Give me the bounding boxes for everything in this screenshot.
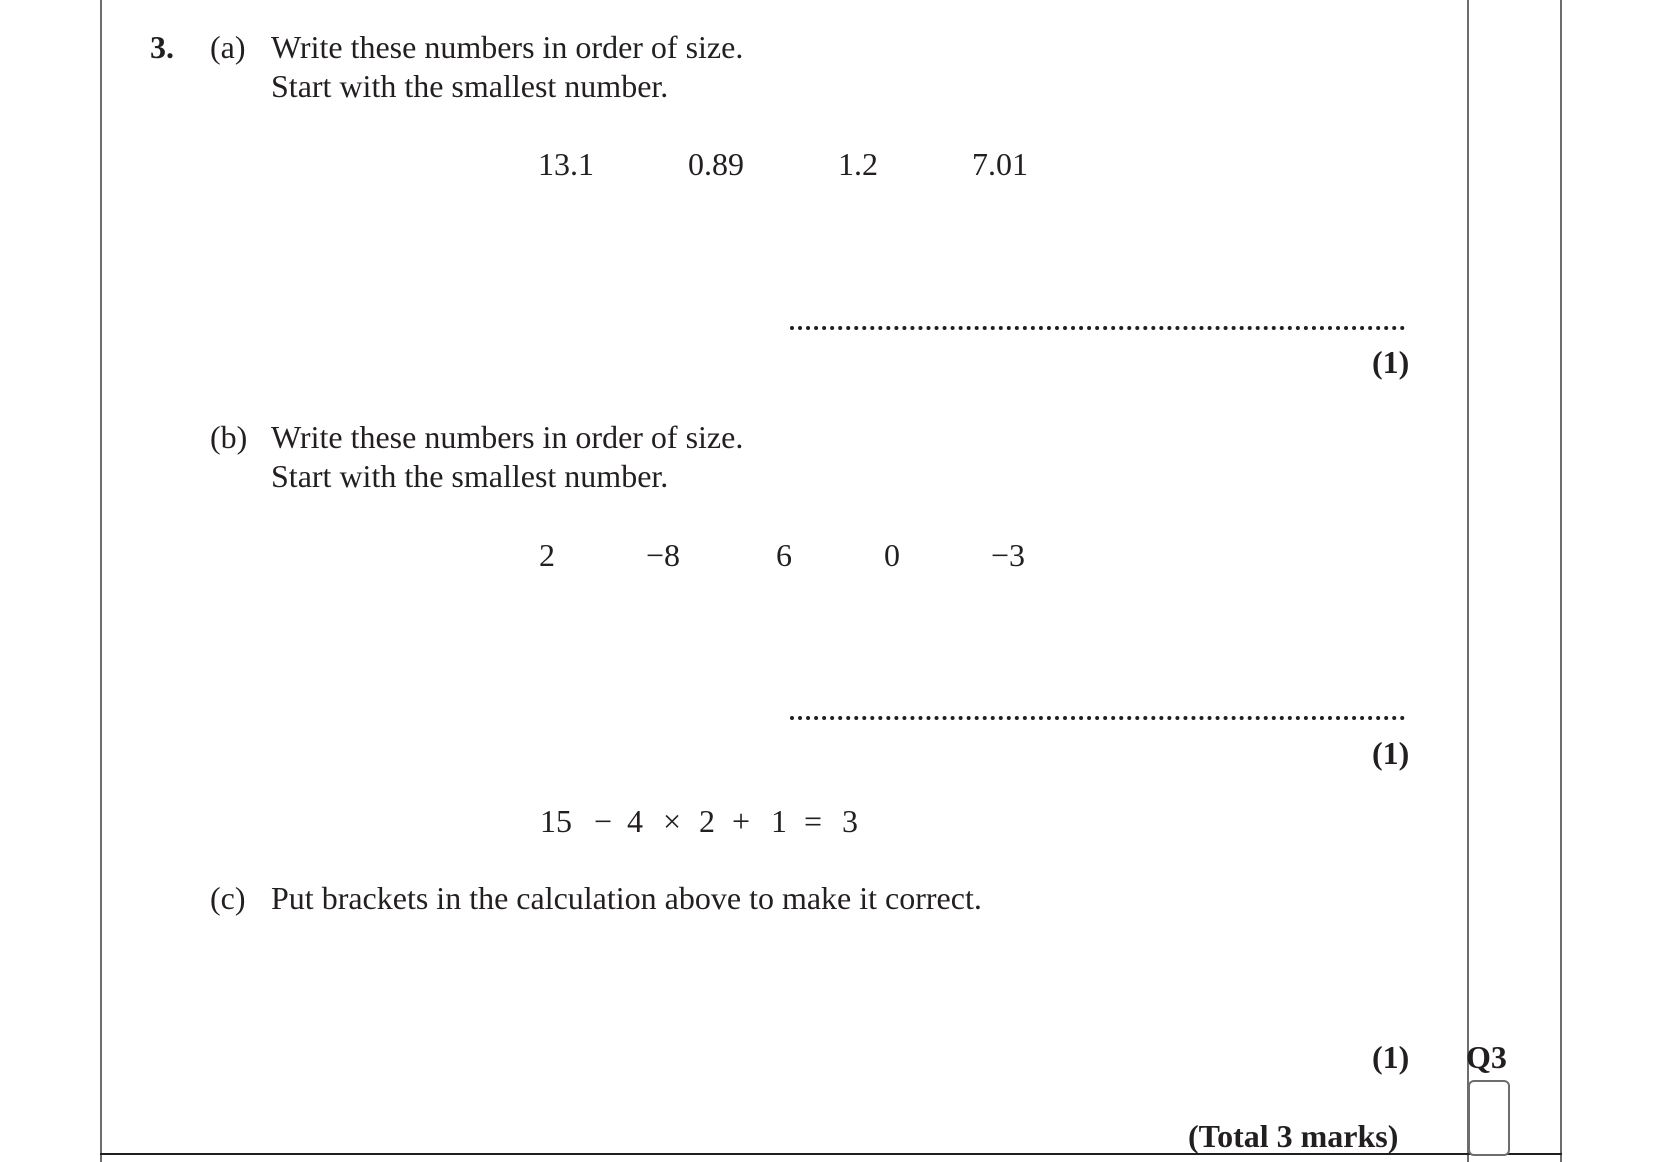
part-b-number: 2 <box>539 537 555 573</box>
part-a-answer-line[interactable] <box>790 326 1405 330</box>
part-b-instruction-1: Write these numbers in order of size. <box>271 419 744 455</box>
part-a-number: 1.2 <box>838 146 878 182</box>
part-b-number: −8 <box>646 537 681 573</box>
right-inner-border <box>1467 0 1469 1162</box>
part-b-number: 0 <box>884 537 900 573</box>
part-a-instruction-1: Write these numbers in order of size. <box>271 29 744 65</box>
calc-operator: − <box>594 803 613 839</box>
part-b-label: (b) <box>210 419 248 455</box>
calc-operator: + <box>732 803 751 839</box>
part-a-label: (a) <box>210 29 246 65</box>
part-a-instruction-2: Start with the smallest number. <box>271 68 669 104</box>
part-b-answer-line[interactable] <box>790 716 1405 720</box>
calc-term[interactable]: 2 <box>699 803 715 839</box>
question-number: 3. <box>150 29 174 65</box>
calc-result: 3 <box>842 803 858 839</box>
part-c-label: (c) <box>210 880 246 916</box>
part-b-marks: (1) <box>1372 735 1410 771</box>
calc-operator: × <box>663 803 682 839</box>
left-border <box>100 0 102 1162</box>
calc-equals: = <box>804 803 823 839</box>
margin-question-label: Q3 <box>1466 1039 1507 1075</box>
part-c-marks: (1) <box>1372 1039 1410 1075</box>
total-marks: (Total 3 marks) <box>1188 1118 1399 1154</box>
part-b-instruction-2: Start with the smallest number. <box>271 458 669 494</box>
part-b-number: 6 <box>776 537 792 573</box>
part-b-number: −3 <box>991 537 1026 573</box>
right-outer-border <box>1560 0 1562 1162</box>
part-a-number: 7.01 <box>972 146 1028 182</box>
calc-term[interactable]: 4 <box>627 803 643 839</box>
calc-term[interactable]: 1 <box>771 803 787 839</box>
mark-box[interactable] <box>1468 1080 1510 1156</box>
calc-term[interactable]: 15 <box>540 803 572 839</box>
part-a-number: 0.89 <box>688 146 744 182</box>
part-a-number: 13.1 <box>538 146 594 182</box>
part-c-instruction: Put brackets in the calculation above to make it correct. <box>271 880 982 916</box>
part-a-marks: (1) <box>1372 344 1410 380</box>
